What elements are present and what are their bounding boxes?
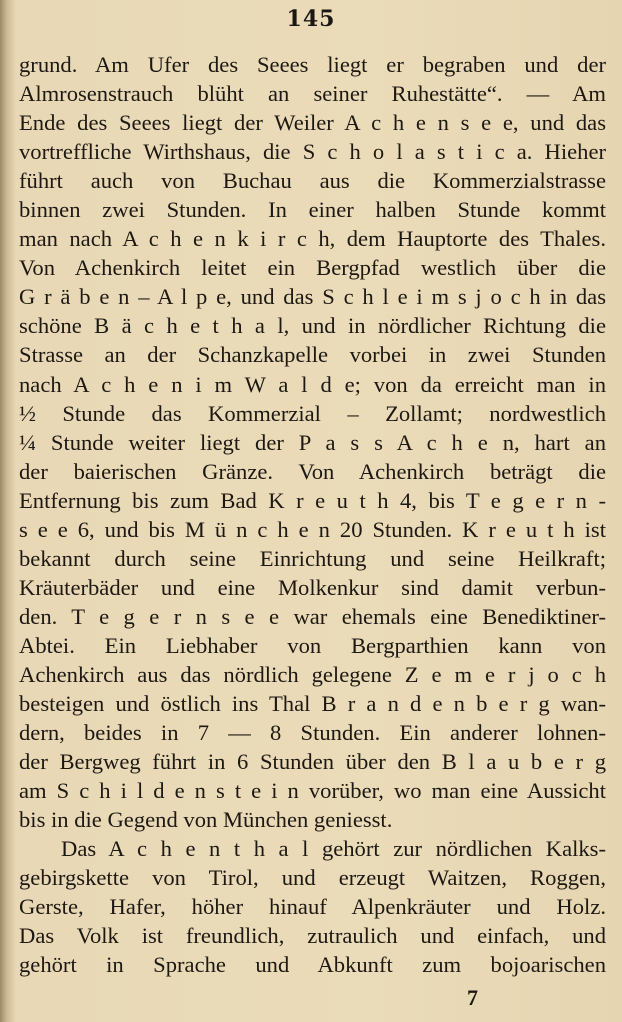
- text-line: gebirgskette von Tirol, und erzeugt Waitzen, Roggen,: [19, 865, 606, 891]
- text-line: führt auch von Buchau aus die Kommerzialstrasse: [19, 168, 606, 194]
- text-line: Das Volk ist freundlich, zutraulich und einfach, und: [19, 923, 606, 949]
- text-line: ½ Stunde das Kommerzial – Zollamt; nordwestlich: [19, 400, 606, 426]
- text-line: Ende des Seees liegt der Weiler A c h e n s e e, und das: [19, 110, 606, 136]
- text-line: Strasse an der Schanzkapelle vorbei in zwei Stunden: [19, 342, 606, 368]
- text-line: vortreffliche Wirthshaus, die S c h o l a s t i c a. Hieher: [19, 139, 606, 165]
- paragraph-start-line: Das A c h e n t h a l gehört zur nördlichen Kalks-: [61, 836, 606, 862]
- text-line: Almrosenstrauch blüht an seiner Ruhestätte“. — Am: [19, 81, 606, 107]
- text-line: Entfernung bis zum Bad K r e u t h 4, bis T e g e r n -: [19, 487, 606, 513]
- text-line: Abtei. Ein Liebhaber von Bergparthien kann von: [19, 632, 606, 658]
- text-line: grund. Am Ufer des Seees liegt er begraben und der: [19, 52, 606, 77]
- text-line: bekannt durch seine Einrichtung und seine Heilkraft;: [19, 545, 606, 571]
- text-line: Kräuterbäder und eine Molkenkur sind damit verbun-: [19, 574, 606, 600]
- text-line: besteigen und östlich ins Thal B r a n d e n b e r g wan-: [19, 691, 606, 717]
- text-line: ¼ Stunde weiter liegt der P a s s A c h e n, hart an: [19, 429, 606, 455]
- paragraph-end-line: bis in die Gegend von München geniesst.: [19, 807, 393, 833]
- text-line: Gerste, Hafer, höher hinauf Alpenkräuter und Holz.: [19, 894, 606, 920]
- body-text: [19, 50, 606, 980]
- text-line: dern, beides in 7 — 8 Stunden. Ein anderer lohnen-: [19, 720, 606, 746]
- text-line: G r ä b e n – A l p e, und das S c h l e i m s j o c h in das: [19, 284, 606, 310]
- page-number: 145: [286, 6, 336, 32]
- text-line: der Bergweg führt in 6 Stunden über den B l a u b e r g: [19, 749, 606, 775]
- text-line: den. T e g e r n s e e war ehemals eine Benediktiner-: [19, 603, 606, 629]
- text-line: der baierischen Gränze. Von Achenkirch beträgt die: [19, 458, 606, 484]
- text-line: Von Achenkirch leitet ein Bergpfad westlich über die: [19, 255, 606, 281]
- text-line: schöne B ä c h e t h a l, und in nördlicher Richtung die: [19, 313, 606, 339]
- text-line: Achenkirch aus das nördlich gelegene Z e m e r j o c h: [19, 661, 606, 687]
- text-line: s e e 6, und bis M ü n c h e n 20 Stunden. K r e u t h ist: [19, 516, 606, 542]
- text-line: man nach A c h e n k i r c h, dem Hauptorte des Thales.: [19, 226, 606, 252]
- signature-mark: 7: [467, 985, 478, 1010]
- text-line: nach A c h e n i m W a l d e; von da erreicht man in: [19, 371, 606, 397]
- text-line: binnen zwei Stunden. In einer halben Stunde kommt: [19, 197, 606, 223]
- text-line: am S c h i l d e n s t e i n vorüber, wo man eine Aussicht: [19, 778, 606, 804]
- text-line: gehört in Sprache und Abkunft zum bojoarischen: [19, 952, 606, 978]
